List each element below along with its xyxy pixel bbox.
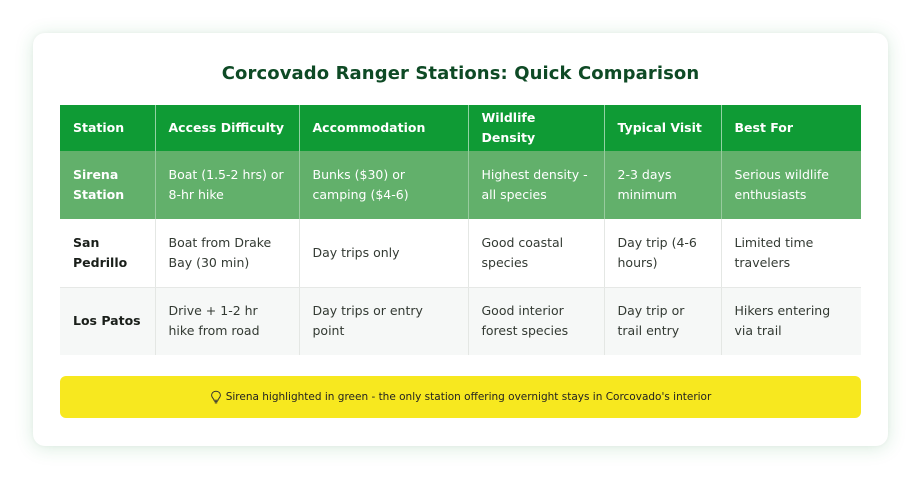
cell-access-difficulty: Boat from Drake Bay (30 min): [155, 219, 299, 287]
cell-best-for: Limited time travelers: [721, 219, 861, 287]
column-header-wildlife-density: Wildlife Density: [468, 105, 604, 151]
table-row-san-pedrillo: [60, 219, 861, 287]
cell-access-difficulty: Drive + 1-2 hr hike from road: [155, 287, 299, 355]
cell-typical-visit: Day trip (4-6 hours): [604, 219, 721, 287]
table-row-sirena: [60, 151, 861, 219]
column-header-typical-visit: Typical Visit: [604, 105, 721, 151]
page-title: Corcovado Ranger Stations: Quick Comparison: [221, 63, 700, 84]
cell-wildlife-density: Good interior forest species: [468, 287, 604, 355]
comparison-card: [33, 33, 888, 446]
table-row-los-patos: [60, 287, 861, 355]
cell-station: Sirena Station: [60, 151, 155, 219]
cell-wildlife-density: Good coastal species: [468, 219, 604, 287]
cell-typical-visit: Day trip or trail entry: [604, 287, 721, 355]
note-text: Sirena highlighted in green - the only station offering overnight stays in Corcovado's interior: [225, 391, 712, 403]
cell-wildlife-density: Highest density - all species: [468, 151, 604, 219]
column-header-best-for: Best For: [721, 105, 861, 151]
cell-best-for: Serious wildlife enthusiasts: [721, 151, 861, 219]
highlight-note: [60, 376, 861, 418]
cell-typical-visit: 2-3 days minimum: [604, 151, 721, 219]
cell-accommodation: Day trips only: [299, 219, 468, 287]
cell-station: Los Patos: [60, 287, 155, 355]
cell-accommodation: Bunks ($30) or camping ($4-6): [299, 151, 468, 219]
column-header-access-difficulty: Access Difficulty: [155, 105, 299, 151]
column-header-station: Station: [60, 105, 155, 151]
comparison-table: [60, 105, 861, 355]
table-header-row: [60, 105, 861, 151]
cell-best-for: Hikers entering via trail: [721, 287, 861, 355]
cell-access-difficulty: Boat (1.5-2 hrs) or 8-hr hike: [155, 151, 299, 219]
column-header-accommodation: Accommodation: [299, 105, 468, 151]
cell-station: San Pedrillo: [60, 219, 155, 287]
lightbulb-icon: [210, 390, 222, 404]
cell-accommodation: Day trips or entry point: [299, 287, 468, 355]
